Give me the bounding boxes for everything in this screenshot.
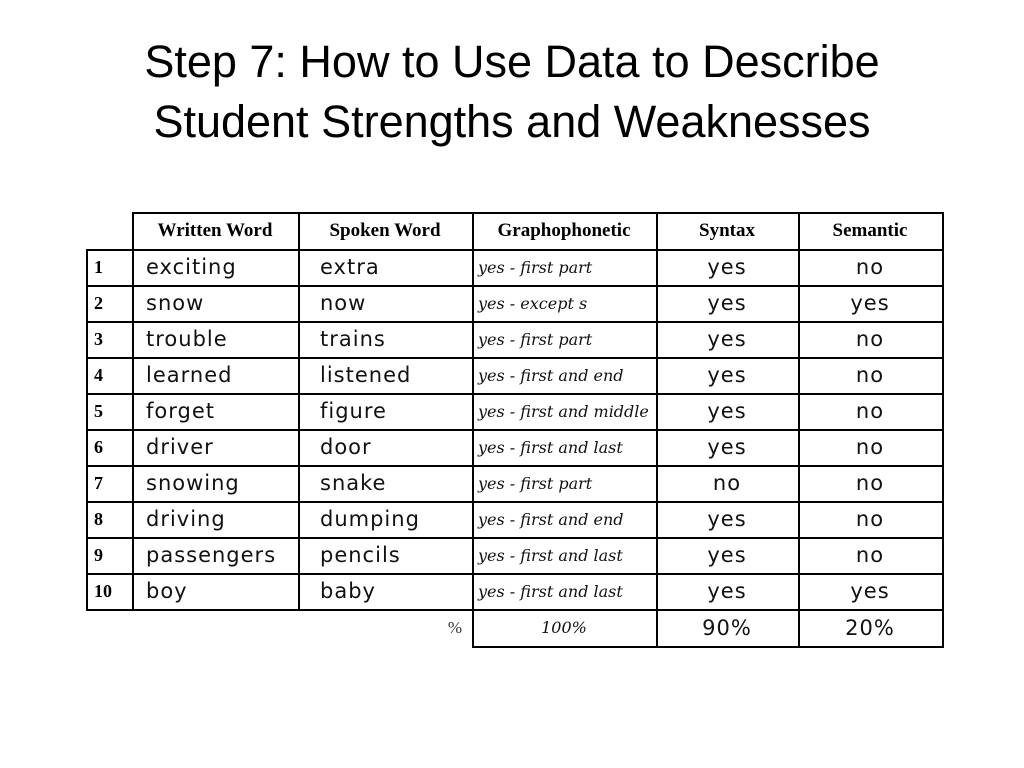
graphophonetic-cell: yes - first part (478, 329, 593, 349)
graphophonetic-cell: yes - first and middle (478, 401, 649, 421)
semantic-cell: no (855, 471, 885, 495)
column-header: Graphophonetic (497, 219, 631, 241)
spoken-word-cell: extra (320, 255, 380, 279)
table-rule (798, 212, 800, 648)
table-rule (472, 212, 474, 648)
table-rule (656, 212, 658, 648)
written-word-cell: snow (146, 291, 205, 315)
table-rule (298, 212, 300, 611)
row-number: 4 (94, 364, 103, 385)
graphophonetic-cell: yes - first and last (478, 581, 623, 601)
row-number: 5 (94, 400, 103, 421)
spoken-word-cell: baby (320, 579, 376, 603)
semantic-cell: no (855, 507, 885, 531)
syntax-cell: yes (707, 543, 747, 567)
spoken-word-cell: figure (320, 399, 387, 423)
syntax-cell: yes (707, 255, 747, 279)
semantic-cell: no (855, 255, 885, 279)
table-rule (86, 537, 944, 539)
syntax-cell: yes (707, 291, 747, 315)
spoken-word-cell: snake (320, 471, 387, 495)
graphophonetic-cell: yes - first and last (478, 545, 623, 565)
syntax-cell: yes (707, 435, 747, 459)
graphophonetic-cell: yes - except s (478, 293, 588, 313)
row-number: 7 (94, 472, 103, 493)
percent-label: % (447, 617, 462, 637)
table-rule (472, 646, 944, 648)
row-number: 10 (94, 580, 112, 601)
table-rule (86, 501, 944, 503)
spoken-word-cell: trains (320, 327, 386, 351)
table-rule (86, 357, 944, 359)
row-number: 3 (94, 328, 103, 349)
semantic-cell: no (855, 327, 885, 351)
table-rule (132, 212, 134, 611)
spoken-word-cell: pencils (320, 543, 401, 567)
semantic-percent: 20% (845, 615, 895, 640)
written-word-cell: passengers (146, 543, 277, 567)
table-rule (86, 429, 944, 431)
semantic-cell: yes (850, 291, 890, 315)
syntax-cell: yes (707, 327, 747, 351)
written-word-cell: boy (146, 579, 188, 603)
table-rule (86, 321, 944, 323)
syntax-cell: yes (707, 507, 747, 531)
written-word-cell: learned (146, 363, 233, 387)
semantic-cell: no (855, 435, 885, 459)
spoken-word-cell: door (320, 435, 372, 459)
written-word-cell: forget (146, 399, 215, 423)
syntax-cell: no (712, 471, 742, 495)
semantic-cell: no (855, 543, 885, 567)
spoken-word-cell: now (320, 291, 367, 315)
syntax-cell: yes (707, 579, 747, 603)
table-rule (86, 573, 944, 575)
table-rule (86, 465, 944, 467)
row-number: 6 (94, 436, 103, 457)
written-word-cell: snowing (146, 471, 240, 495)
table-rule (86, 609, 944, 611)
table-border (132, 212, 944, 214)
semantic-cell: yes (850, 579, 890, 603)
written-word-cell: trouble (146, 327, 228, 351)
table-rule (86, 285, 944, 287)
slide-title-line-1: Step 7: How to Use Data to Describe (144, 36, 880, 87)
slide-title-line-2: Student Strengths and Weaknesses (153, 96, 871, 147)
graphophonetic-cell: yes - first and last (478, 437, 623, 457)
row-number: 9 (94, 544, 103, 565)
written-word-cell: driving (146, 507, 226, 531)
graphophonetic-percent: 100% (541, 618, 587, 637)
written-word-cell: driver (146, 435, 214, 459)
table-rule (942, 212, 944, 648)
column-header: Spoken Word (329, 219, 441, 241)
semantic-cell: no (855, 399, 885, 423)
table-rule (86, 249, 944, 251)
graphophonetic-cell: yes - first part (478, 473, 593, 493)
syntax-cell: yes (707, 399, 747, 423)
semantic-cell: no (855, 363, 885, 387)
column-header: Semantic (832, 219, 908, 241)
spoken-word-cell: dumping (320, 507, 420, 531)
row-number: 2 (94, 292, 103, 313)
graphophonetic-cell: yes - first part (478, 257, 593, 277)
row-number: 8 (94, 508, 103, 529)
column-header: Written Word (157, 219, 273, 241)
syntax-percent: 90% (702, 615, 752, 640)
table-rule (86, 393, 944, 395)
row-number: 1 (94, 256, 103, 277)
column-header: Syntax (699, 219, 755, 241)
table-rule (86, 249, 88, 611)
graphophonetic-cell: yes - first and end (478, 509, 624, 529)
spoken-word-cell: listened (320, 363, 412, 387)
graphophonetic-cell: yes - first and end (478, 365, 624, 385)
syntax-cell: yes (707, 363, 747, 387)
written-word-cell: exciting (146, 255, 237, 279)
